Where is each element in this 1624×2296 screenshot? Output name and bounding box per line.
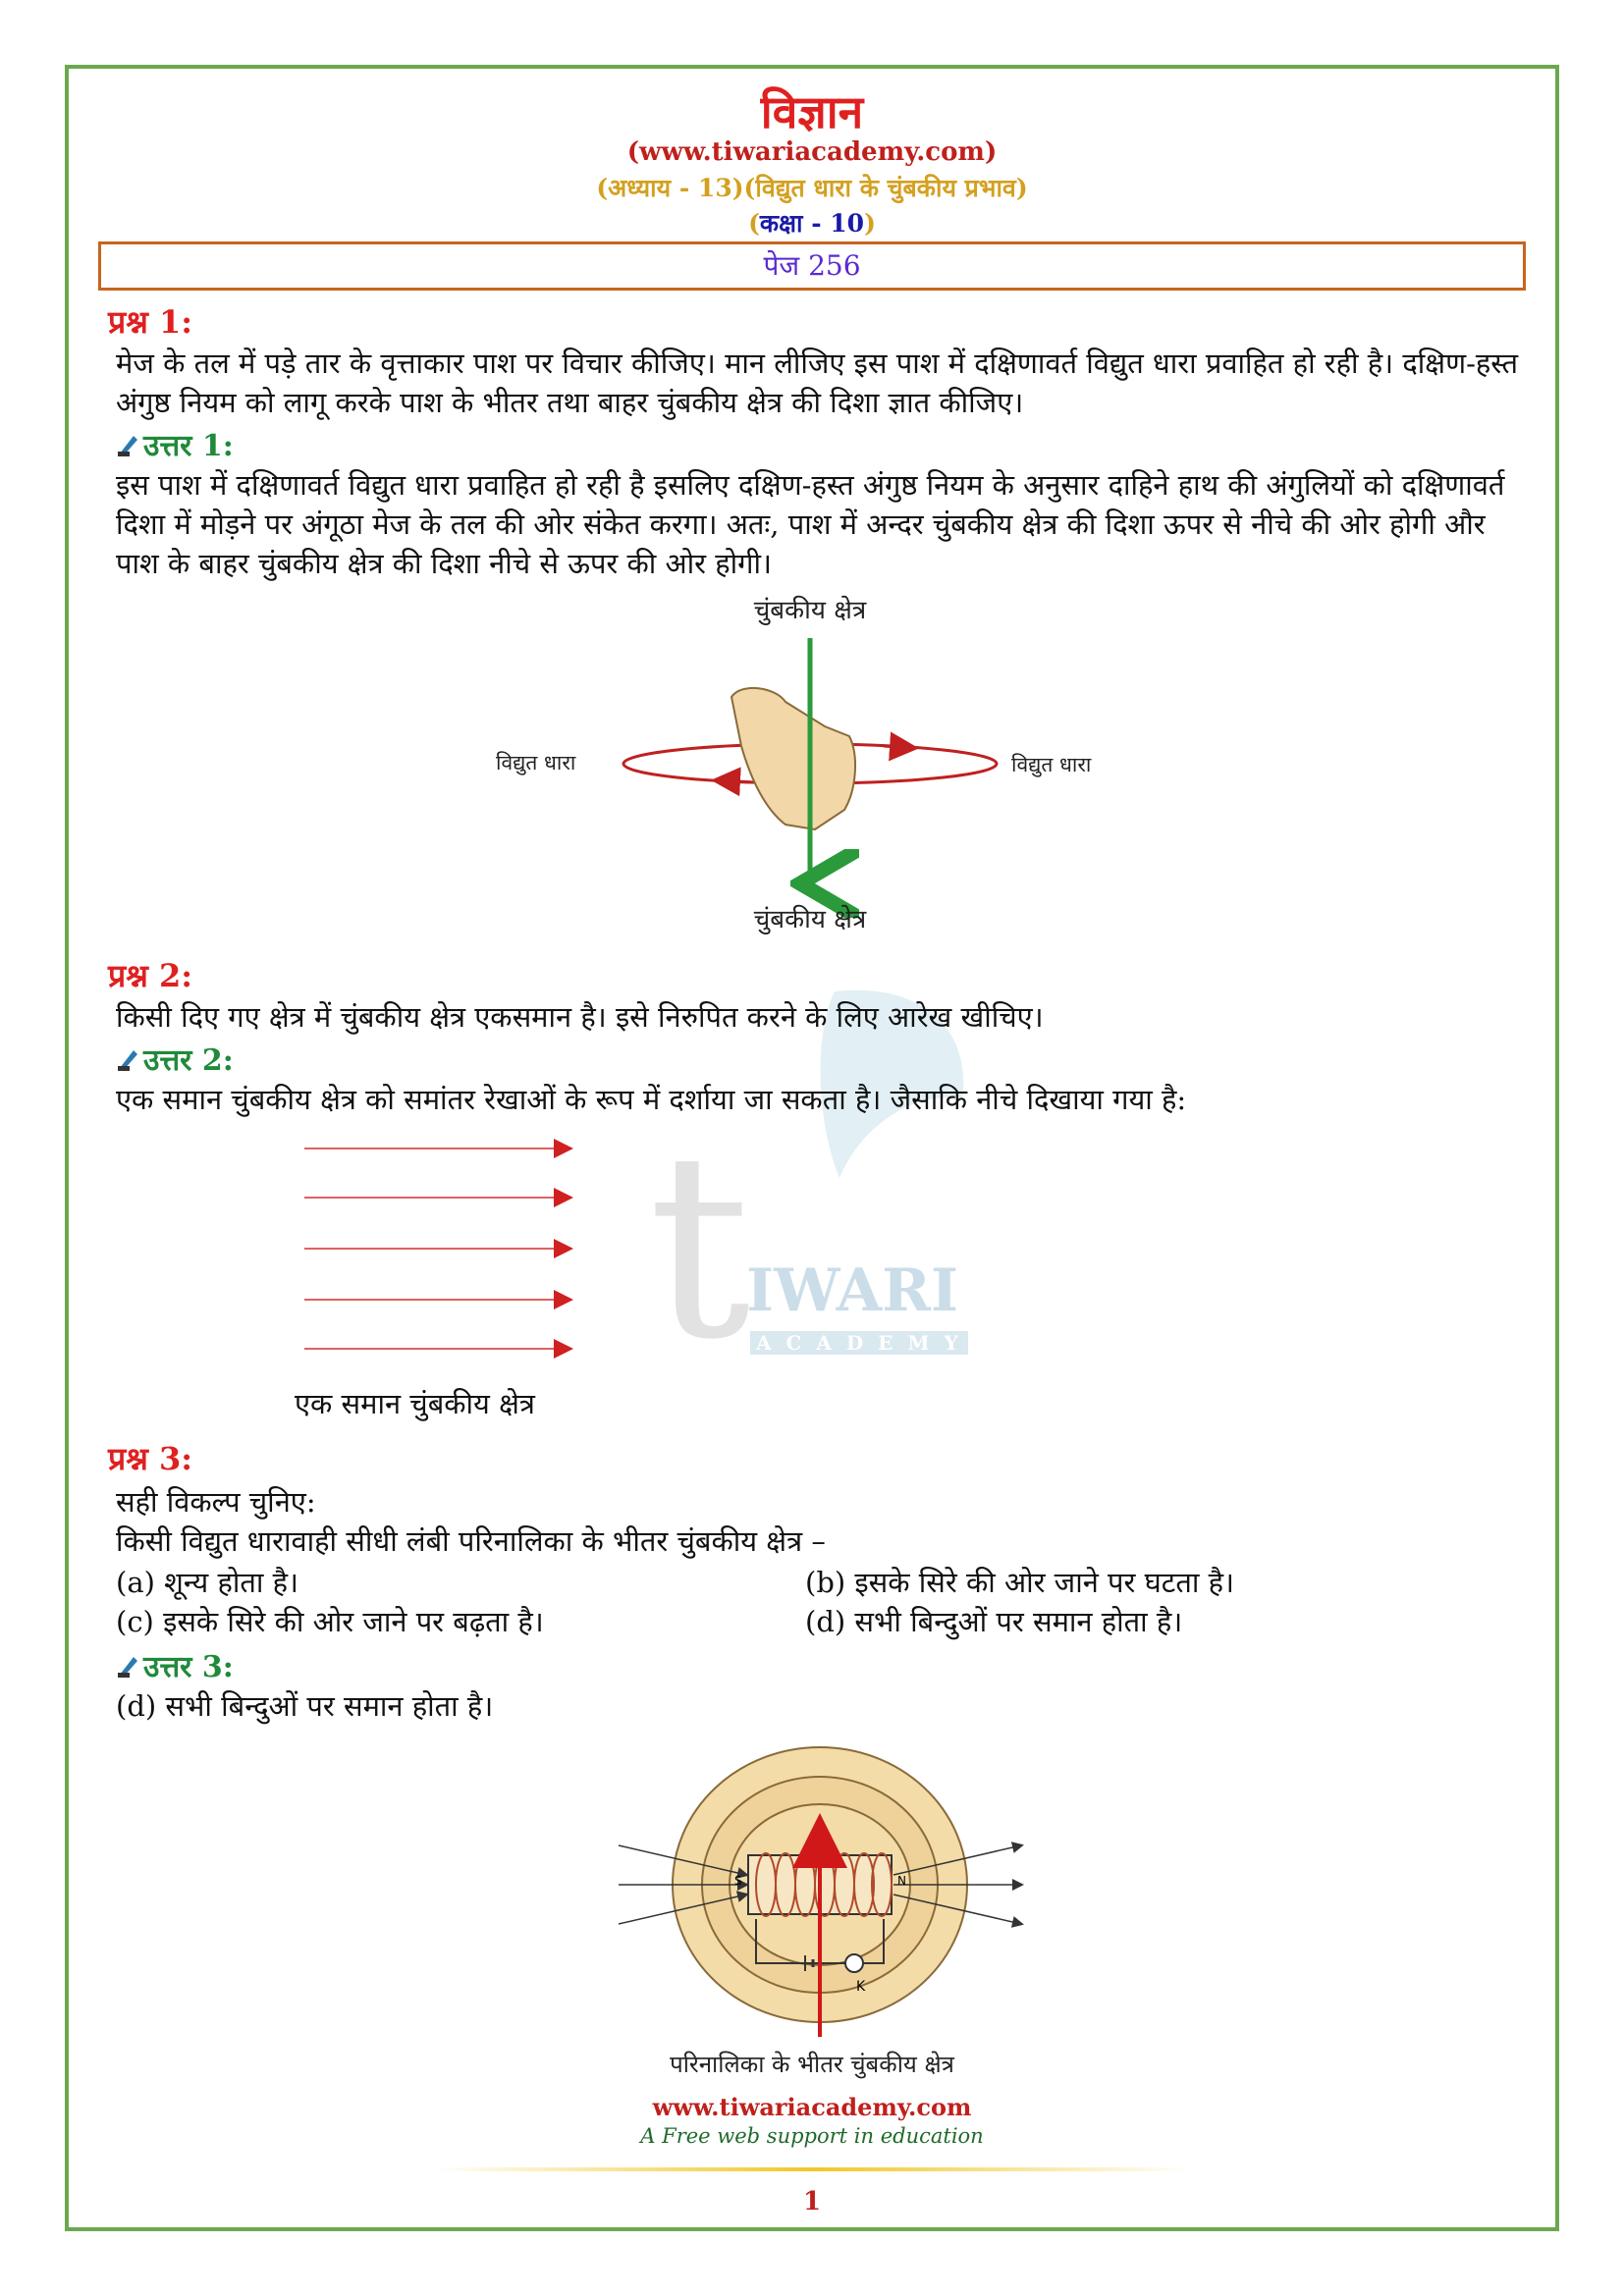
uniform-field-figure <box>295 1129 589 1364</box>
question-3-label: प्रश्न 3: <box>108 1440 193 1477</box>
n-pole-label: N <box>897 1874 906 1888</box>
question-2-label: प्रश्न 2: <box>108 957 193 994</box>
watermark-name: IWARI <box>746 1256 959 1325</box>
fig1-bottom-label: चुंबकीय क्षेत्र <box>753 905 867 934</box>
question-3-instruction: सही विकल्प चुनिए: <box>116 1485 316 1519</box>
key-label: K <box>856 1979 866 1995</box>
fig1-left-label: विद्युत धारा <box>496 751 576 774</box>
fig1-top-label: चुंबकीय क्षेत्र <box>753 596 867 625</box>
footer-divider <box>432 2167 1192 2171</box>
loop-arrow-bottom <box>717 780 756 782</box>
question-1-text: मेज के तल में पड़े तार के वृत्ताकार पाश पर विचार कीजिए। मान लीजिए इस पाश में दक्षिणावर्त विद्युत धारा प्रवाहित हो रही है। दक्षिण-हस्त अंगुष्ठ नियम को लागू करके पाश के भीतर तथा बाहर चुंबकीय क्षेत्र की दिशा ज्ञात कीजिए। <box>116 347 1519 419</box>
pen-icon <box>116 432 139 457</box>
figure-3-caption: परिनालिका के भीतर चुंबकीय क्षेत्र <box>670 2051 954 2078</box>
answer-2-heading <box>116 1039 234 1079</box>
pen-icon <box>116 1653 139 1679</box>
answer-3-text: (d) सभी बिन्दुओं पर समान होता है। <box>116 1689 494 1723</box>
option-d: (d) सभी बिन्दुओं पर समान होता है। <box>805 1605 1183 1638</box>
fig1-right-label: विद्युत धारा <box>1011 753 1092 776</box>
question-1-label: प्रश्न 1: <box>108 303 193 341</box>
class-label: (कक्षा - 10) <box>748 209 876 238</box>
answer-2-text: एक समान चुंबकीय क्षेत्र को समांतर रेखाओं के रूप में दर्शाया जा सकता है। जैसाकि नीचे दिखाया गया है: <box>116 1083 1187 1116</box>
pen-icon <box>116 1046 139 1072</box>
answer-2-label: उत्तर 2: <box>143 1043 234 1078</box>
answer-3-label: उत्तर 3: <box>143 1650 234 1684</box>
loop-arrow-top <box>884 746 913 748</box>
key-icon <box>845 1954 863 1972</box>
footer-site-link[interactable]: www.tiwariacademy.com <box>652 2093 972 2121</box>
page-title: विज्ञान <box>760 85 864 138</box>
answer-1-heading <box>116 424 234 464</box>
header-site-link[interactable]: (www.tiwariacademy.com) <box>626 137 998 167</box>
answer-1-label: उत्तर 1: <box>143 429 234 463</box>
watermark-sub: A C A D E M Y <box>750 1331 968 1355</box>
option-b: (b) इसके सिरे की ओर जाने पर घटता है। <box>805 1566 1234 1599</box>
class-label-text: कक्षा - 10 <box>759 209 865 238</box>
hand-icon <box>731 688 855 829</box>
s-pole-label: S <box>734 1874 742 1888</box>
watermark-letter: t <box>648 1099 751 1364</box>
question-3-text: किसी विद्युत धारावाही सीधी लंबी परिनालिका के भीतर चुंबकीय क्षेत्र – <box>116 1524 826 1558</box>
chapter-title: (अध्याय - 13)(विद्युत धारा के चुंबकीय प्रभाव) <box>596 174 1028 202</box>
page-number: 1 <box>802 2187 822 2216</box>
right-hand-rule-figure <box>491 589 1129 942</box>
question-2-text: किसी दिए गए क्षेत्र में चुंबकीय क्षेत्र एकसमान है। इसे निरुपित करने के लिए आरेख खीचिए। <box>116 1000 1044 1034</box>
solenoid-figure <box>609 1737 1031 2052</box>
figure-2-caption: एक समान चुंबकीय क्षेत्र <box>295 1387 535 1420</box>
page-number-box: पेज 256 <box>98 241 1526 291</box>
answer-3-heading <box>116 1645 234 1685</box>
footer-tagline: A Free web support in education <box>640 2124 984 2148</box>
option-c: (c) इसके सिरे की ओर जाने पर बढ़ता है। <box>116 1605 544 1638</box>
option-a: (a) शून्य होता है। <box>116 1566 299 1599</box>
answer-1-text: इस पाश में दक्षिणावर्त विद्युत धारा प्रवाहित हो रही है इसलिए दक्षिण-हस्त अंगुष्ठ नियम के अनुसार दाहिने हाथ की अंगुलियों को दक्षिणावर्त दिशा में मोड़ने पर अंगूठा मेज के तल की ओर संकेत करगा। अतः, पाश में अन्दर चुंबकीय क्षेत्र की दिशा ऊपर से नीचे की ओर होगी और पाश के बाहर चुंबकीय क्षेत्र की दिशा नीचे से ऊपर की ओर होगी। <box>116 468 1505 580</box>
